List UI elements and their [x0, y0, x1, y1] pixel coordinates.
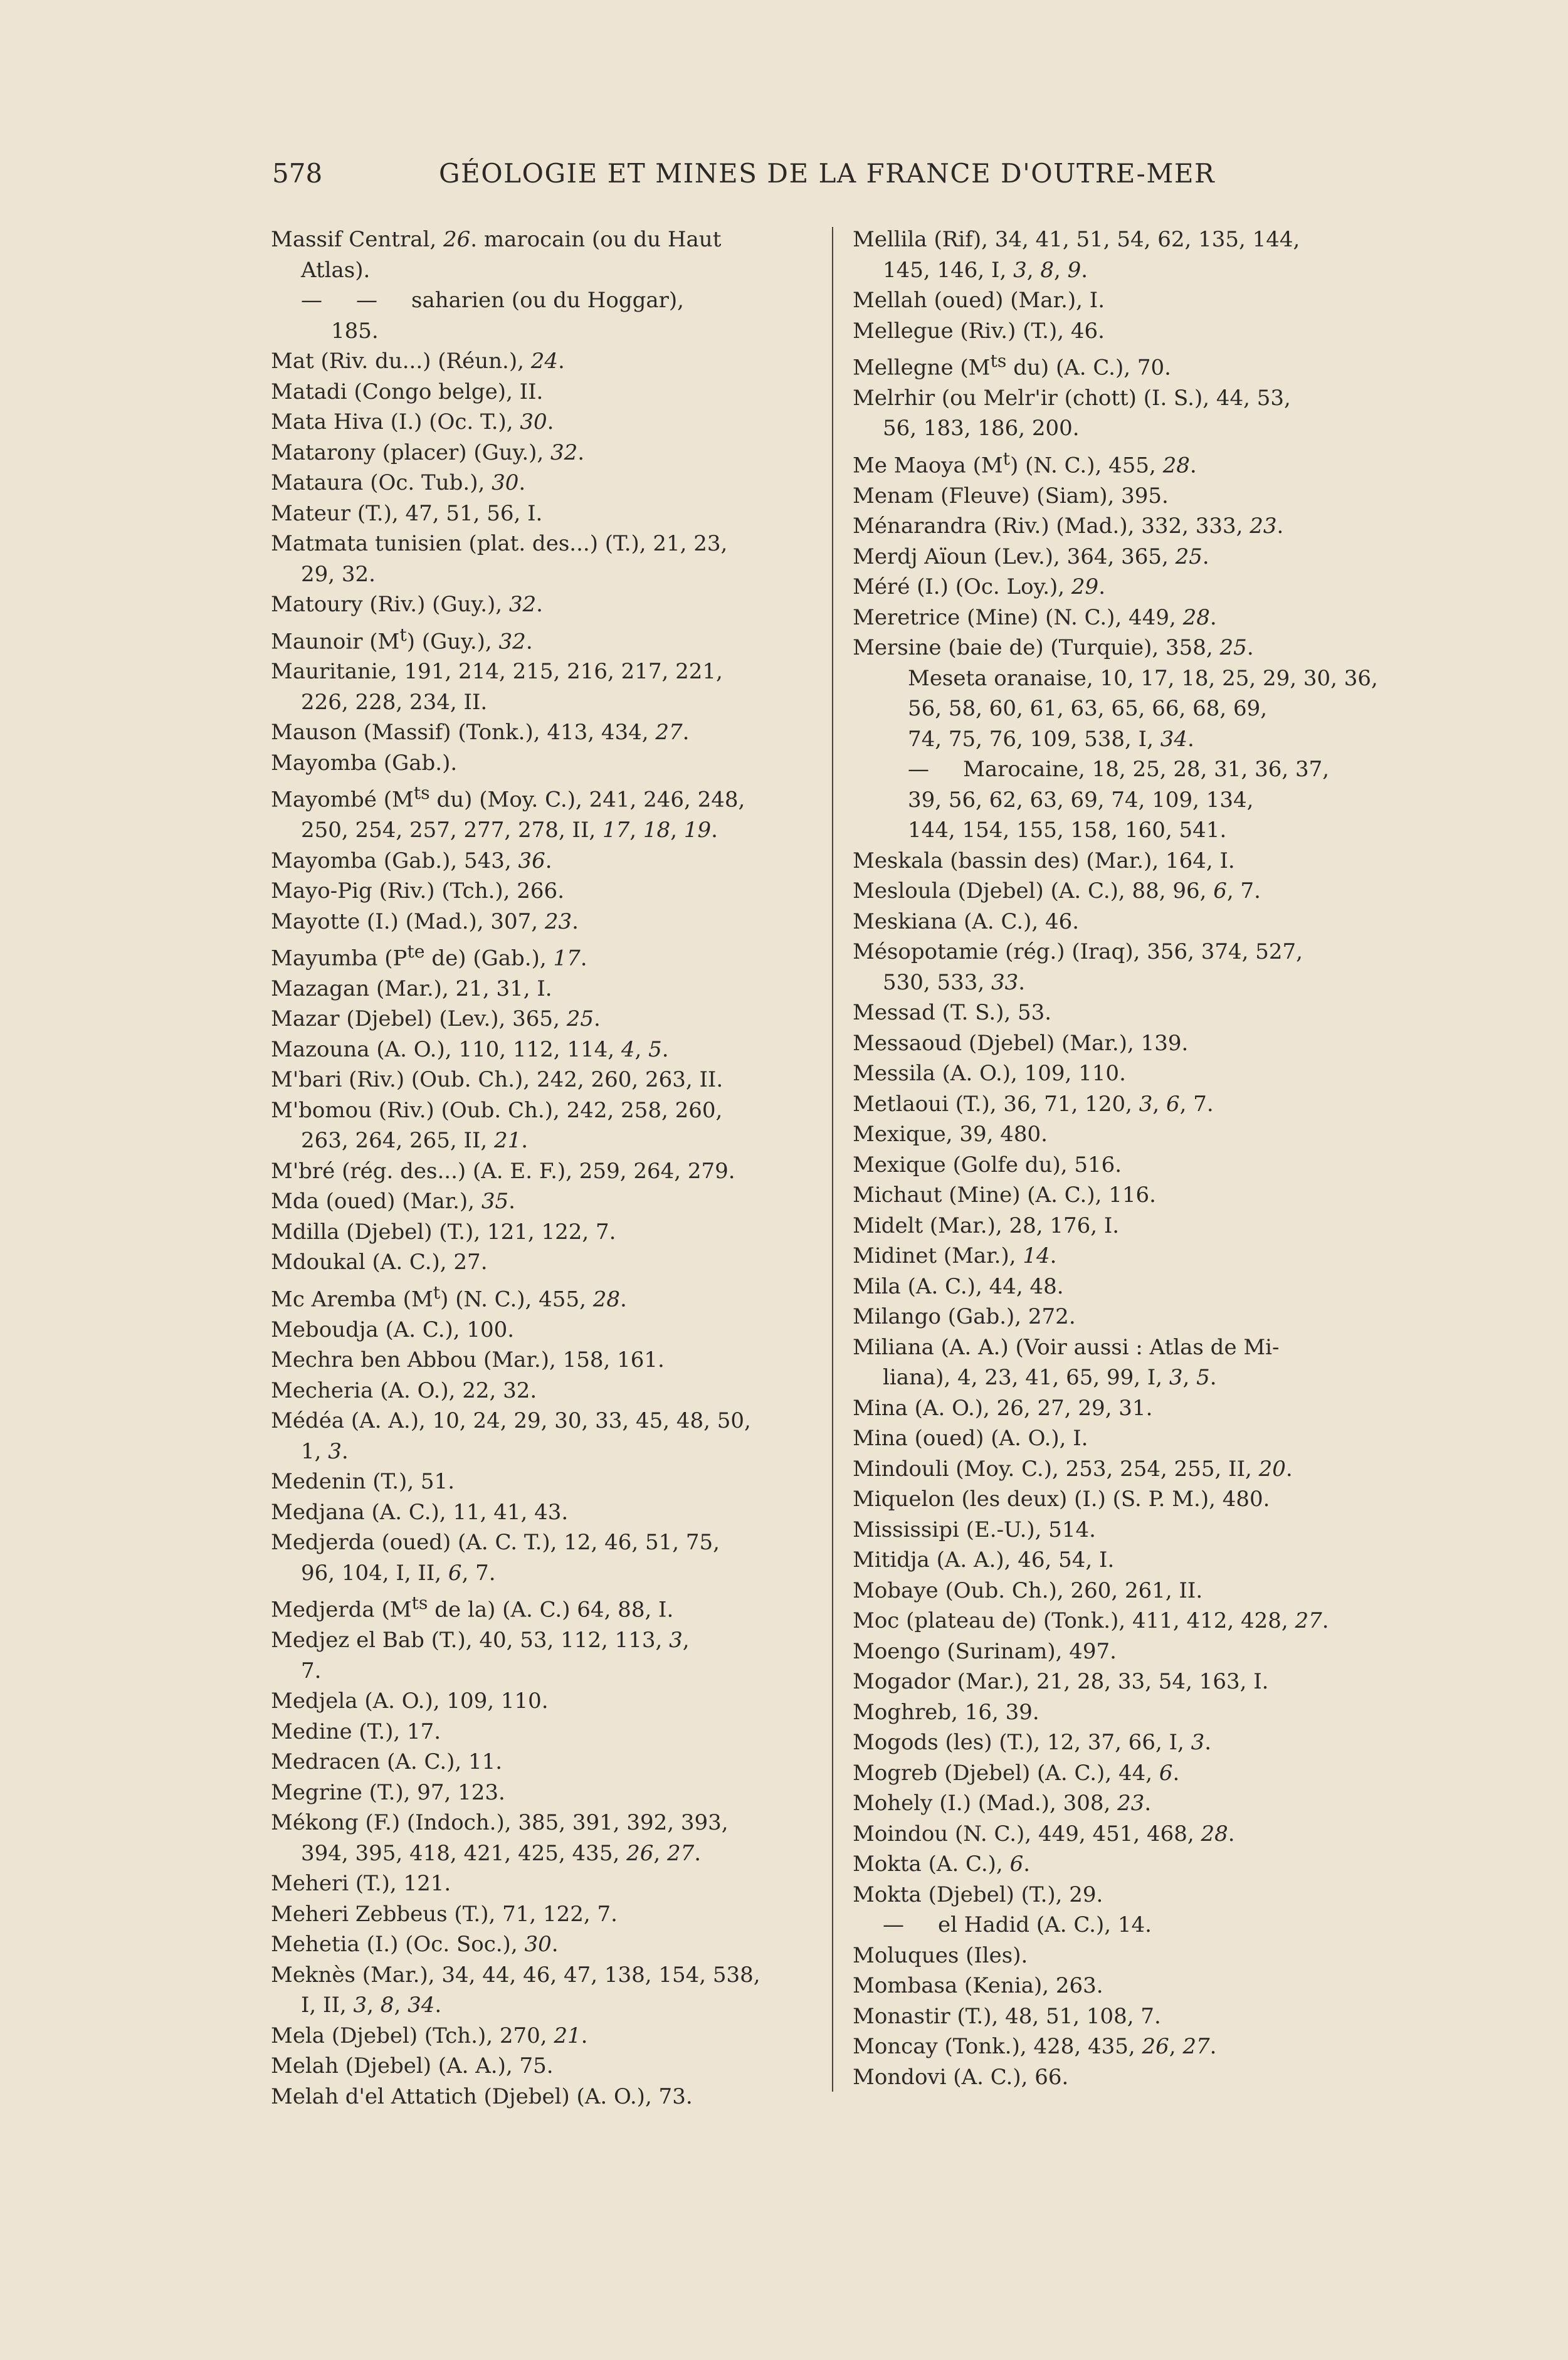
- index-entry: Messad (T. S.), 53.: [853, 1000, 1052, 1026]
- index-entry: Moncay (Tonk.), 428, 435, 26, 27.: [853, 2034, 1217, 2060]
- index-entry: Mokta (Djebel) (T.), 29.: [853, 1882, 1103, 1907]
- index-entry: Mayumba ($P^{te}$ de) (Gab.), 17.: [271, 941, 587, 971]
- index-entry: Matadi (Congo belge), II.: [271, 379, 544, 404]
- index-column-left: [271, 224, 823, 2112]
- index-entry: Mayo-Pig (Riv.) (Tch.), 266.: [271, 878, 564, 904]
- index-entry: Meretrice (Mine) (N. C.), 449, 28.: [853, 604, 1217, 630]
- index-entry: Michaut (Mine) (A. C.), 116.: [853, 1183, 1156, 1208]
- page-number: 578: [272, 158, 323, 189]
- index-entry: Mayotte (I.) (Mad.), 307, 23.: [271, 909, 579, 934]
- index-entry: Mda (oued) (Mar.), 35.: [271, 1189, 515, 1214]
- index-entry: Medenin (T.), 51.: [271, 1469, 455, 1495]
- index-entry: Medjana (A. C.), 11, 41, 43.: [271, 1499, 569, 1525]
- index-entry: Mat (Riv. du...) (Réun.), 24.: [271, 349, 565, 374]
- index-entry: Ménarandra (Riv.) (Mad.), 332, 333, 23.: [853, 514, 1284, 539]
- index-entry: Melah d'el Attatich (Djebel) (A. O.), 73.: [271, 2083, 693, 2109]
- index-entry: Mata Hiva (I.) (Oc. T.), 30.: [271, 409, 554, 435]
- index-entry: Meheri Zebbeus (T.), 71, 122, 7.: [271, 1901, 618, 1927]
- index-entry: M'bré (rég. des...) (A. E. F.), 259, 264, 279.: [271, 1158, 735, 1184]
- index-entry: Mataura (Oc. Tub.), 30.: [271, 470, 526, 495]
- index-entry: Mellegue (Riv.) (T.), 46.: [853, 318, 1105, 344]
- index-entry: Mauson (Massif) (Tonk.), 413, 434, 27.: [271, 720, 690, 745]
- index-entry: Miquelon (les deux) (I.) (S. P. M.), 480.: [853, 1487, 1270, 1512]
- index-entry: Massif Central, 26. marocain (ou du Haut Atlas).: [271, 227, 722, 283]
- index-entry: Mayomba (Gab.).: [271, 750, 458, 776]
- index-entry: Moghreb, 16, 39.: [853, 1699, 1039, 1725]
- index-entry: Midelt (Mar.), 28, 176, I.: [853, 1213, 1120, 1238]
- index-entry: Merdj Aïoun (Lev.), 364, 365, 25.: [853, 544, 1209, 569]
- index-entry: Mexique (Golfe du), 516.: [853, 1152, 1122, 1177]
- index-entry: Matmata tunisien (plat. des...) (T.), 21, 23, 29, 32.: [271, 531, 728, 587]
- index-entry: Mc Aremba $(M^t)$ (N. C.), 455, 28.: [271, 1282, 627, 1312]
- column-divider: [832, 227, 833, 2092]
- index-entry: Mila (A. C.), 44, 48.: [853, 1273, 1064, 1299]
- index-entry: Moengo (Surinam), 497.: [853, 1638, 1117, 1664]
- index-entry: Messaoud (Djebel) (Mar.), 139.: [853, 1030, 1189, 1056]
- index-entry: Mokta (A. C.), 6.: [853, 1852, 1031, 1877]
- index-entry: Médéa (A. A.), 10, 24, 29, 30, 33, 45, 48, 50, 1, 3.: [271, 1408, 751, 1464]
- index-entry: Mazouna (A. O.), 110, 112, 114, 4, 5.: [271, 1036, 669, 1062]
- index-entry: Meseta oranaise, 10, 17, 18, 25, 29, 30, 36, 56, 58, 60, 61, 63, 65, 66, 68, 69, 74, 75, 76, 109, 538, I, 34.: [908, 665, 1378, 752]
- index-entry: Mombasa (Kenia), 263.: [853, 1973, 1103, 1999]
- index-entry: Medine (T.), 17.: [271, 1719, 441, 1744]
- index-entry: M'bari (Riv.) (Oub. Ch.), 242, 260, 263, II.: [271, 1067, 723, 1093]
- index-entry: Monastir (T.), 48, 51, 108, 7.: [853, 2003, 1161, 2029]
- index-entry: Mersine (baie de) (Turquie), 358, 25.: [853, 635, 1254, 661]
- index-entry: Mogreb (Djebel) (A. C.), 44, 6.: [853, 1760, 1180, 1786]
- index-entry: Menam (Fleuve) (Siam), 395.: [853, 483, 1169, 508]
- index-entry: Mellegne ($M^{ts}$ du) (A. C.), 70.: [853, 350, 1171, 381]
- index-entry: Mellah (oued) (Mar.), I.: [853, 288, 1105, 313]
- index-entry: — — saharien (ou du Hoggar), 185.: [301, 288, 684, 344]
- index-entry: Mela (Djebel) (Tch.), 270, 21.: [271, 2023, 588, 2048]
- index-entry: Moindou (N. C.), 449, 451, 468, 28.: [853, 1821, 1235, 1846]
- index-entry: Mésopotamie (rég.) (Iraq), 356, 374, 527, 530, 533, 33.: [853, 939, 1303, 995]
- index-entry: Mogador (Mar.), 21, 28, 33, 54, 163, I.: [853, 1669, 1269, 1695]
- index-entry: Mina (oued) (A. O.), I.: [853, 1426, 1088, 1451]
- index-entry: Meknès (Mar.), 34, 44, 46, 47, 138, 154, 538, I, II, 3, 8, 34.: [271, 1962, 760, 2018]
- index-entry: Mellila (Rif), 34, 41, 51, 54, 62, 135, 144, 145, 146, I, 3, 8, 9.: [853, 227, 1300, 283]
- index-entry: Méré (I.) (Oc. Loy.), 29.: [853, 574, 1105, 600]
- index-entry: Mogods (les) (T.), 12, 37, 66, I, 3.: [853, 1730, 1212, 1756]
- index-entry: Mobaye (Oub. Ch.), 260, 261, II.: [853, 1578, 1203, 1603]
- index-entry: Mitidja (A. A.), 46, 54, I.: [853, 1547, 1115, 1573]
- index-entry: Melah (Djebel) (A. A.), 75.: [271, 2053, 554, 2079]
- index-entry: Mesloula (Djebel) (A. C.), 88, 96, 6, 7.: [853, 878, 1261, 904]
- index-entry: Medjerda (oued) (A. C. T.), 12, 46, 51, 75, 96, 104, I, II, 6, 7.: [271, 1530, 720, 1586]
- index-entry: Mexique, 39, 480.: [853, 1122, 1048, 1147]
- index-entry: Meskala (bassin des) (Mar.), 164, I.: [853, 848, 1235, 873]
- index-entry: Matoury (Riv.) (Guy.), 32.: [271, 592, 543, 617]
- index-entry: Metlaoui (T.), 36, 71, 120, 3, 6, 7.: [853, 1091, 1214, 1117]
- index-entry: Milango (Gab.), 272.: [853, 1304, 1076, 1330]
- index-entry: Melrhir (ou Melr'ir (chott) (I. S.), 44, 53, 56, 183, 186, 200.: [853, 385, 1291, 441]
- index-entry: Maunoir $(M^t)$ (Guy.), 32.: [271, 624, 533, 654]
- index-entry: Messila (A. O.), 109, 110.: [853, 1061, 1126, 1087]
- index-entry: Medjerda ($M^{ts}$ de la) (A. C.) 64, 88, I.: [271, 1593, 674, 1623]
- index-entry: Meboudja (A. C.), 100.: [271, 1317, 515, 1342]
- index-entry: M'bomou (Riv.) (Oub. Ch.), 242, 258, 260, 263, 264, 265, II, 21.: [271, 1097, 723, 1154]
- index-entry: Mauritanie, 191, 214, 215, 216, 217, 221, 226, 228, 234, II.: [271, 659, 723, 715]
- index-entry: Mayombé ($M^{ts}$ du) (Moy. C.), 241, 246, 248, 250, 254, 257, 277, 278, II, 17, 18, 19.: [271, 782, 745, 843]
- index-entry: Medjez el Bab (T.), 40, 53, 112, 113, 3, 7.: [271, 1628, 690, 1683]
- index-entry: Moc (plateau de) (Tonk.), 411, 412, 428, 27.: [853, 1608, 1329, 1634]
- index-entry: Mdoukal (A. C.), 27.: [271, 1250, 488, 1275]
- index-entry: Mazar (Djebel) (Lev.), 365, 25.: [271, 1006, 601, 1032]
- index-entry: — el Hadid (A. C.), 14.: [883, 1912, 1152, 1938]
- index-entry: Mechra ben Abbou (Mar.), 158, 161.: [271, 1347, 665, 1373]
- index-entry: Mazagan (Mar.), 21, 31, I.: [271, 976, 552, 1001]
- index-entry: Medracen (A. C.), 11.: [271, 1749, 503, 1775]
- index-entry: Mina (A. O.), 26, 27, 29, 31.: [853, 1395, 1153, 1421]
- index-entry: Mehetia (I.) (Oc. Soc.), 30.: [271, 1932, 559, 1957]
- index-entry: Medjela (A. O.), 109, 110.: [271, 1688, 549, 1714]
- index-entry: Mohely (I.) (Mad.), 308, 23.: [853, 1791, 1152, 1816]
- index-entry: Mississipi (E.-U.), 514.: [853, 1517, 1096, 1542]
- index-column-right: [853, 224, 1404, 2092]
- index-entry: Mateur (T.), 47, 51, 56, I.: [271, 500, 543, 526]
- index-entry: — Marocaine, 18, 25, 28, 31, 36, 37, 39, 56, 62, 63, 69, 74, 109, 134, 144, 154, 155, 158, 160, 541.: [908, 757, 1330, 843]
- index-entry: Matarony (placer) (Guy.), 32.: [271, 440, 585, 465]
- index-entry: Mdilla (Djebel) (T.), 121, 122, 7.: [271, 1219, 616, 1245]
- index-entry: Megrine (T.), 97, 123.: [271, 1779, 505, 1805]
- index-entry: Mondovi (A. C.), 66.: [853, 2064, 1069, 2090]
- index-entry: Meskiana (A. C.), 46.: [853, 909, 1080, 934]
- index-entry: Meheri (T.), 121.: [271, 1871, 451, 1897]
- index-entry: Me Maoya $(M^t)$ (N. C.), 455, 28.: [853, 448, 1197, 478]
- index-entry: Miliana (A. A.) (Voir aussi : Atlas de Mi- liana), 4, 23, 41, 65, 99, I, 3, 5.: [853, 1334, 1280, 1391]
- index-entry: Midinet (Mar.), 14.: [853, 1243, 1057, 1269]
- running-title: GÉOLOGIE ET MINES DE LA FRANCE D'OUTRE-MER: [439, 158, 1216, 189]
- index-entry: Moluques (Iles).: [853, 1942, 1028, 1968]
- index-entry: Mayomba (Gab.), 543, 36.: [271, 848, 552, 873]
- index-entry: Mindouli (Moy. C.), 253, 254, 255, II, 20.: [853, 1456, 1293, 1482]
- index-entry: Mékong (F.) (Indoch.), 385, 391, 392, 393, 394, 395, 418, 421, 425, 435, 26, 27.: [271, 1810, 729, 1866]
- index-entry: Mecheria (A. O.), 22, 32.: [271, 1378, 537, 1403]
